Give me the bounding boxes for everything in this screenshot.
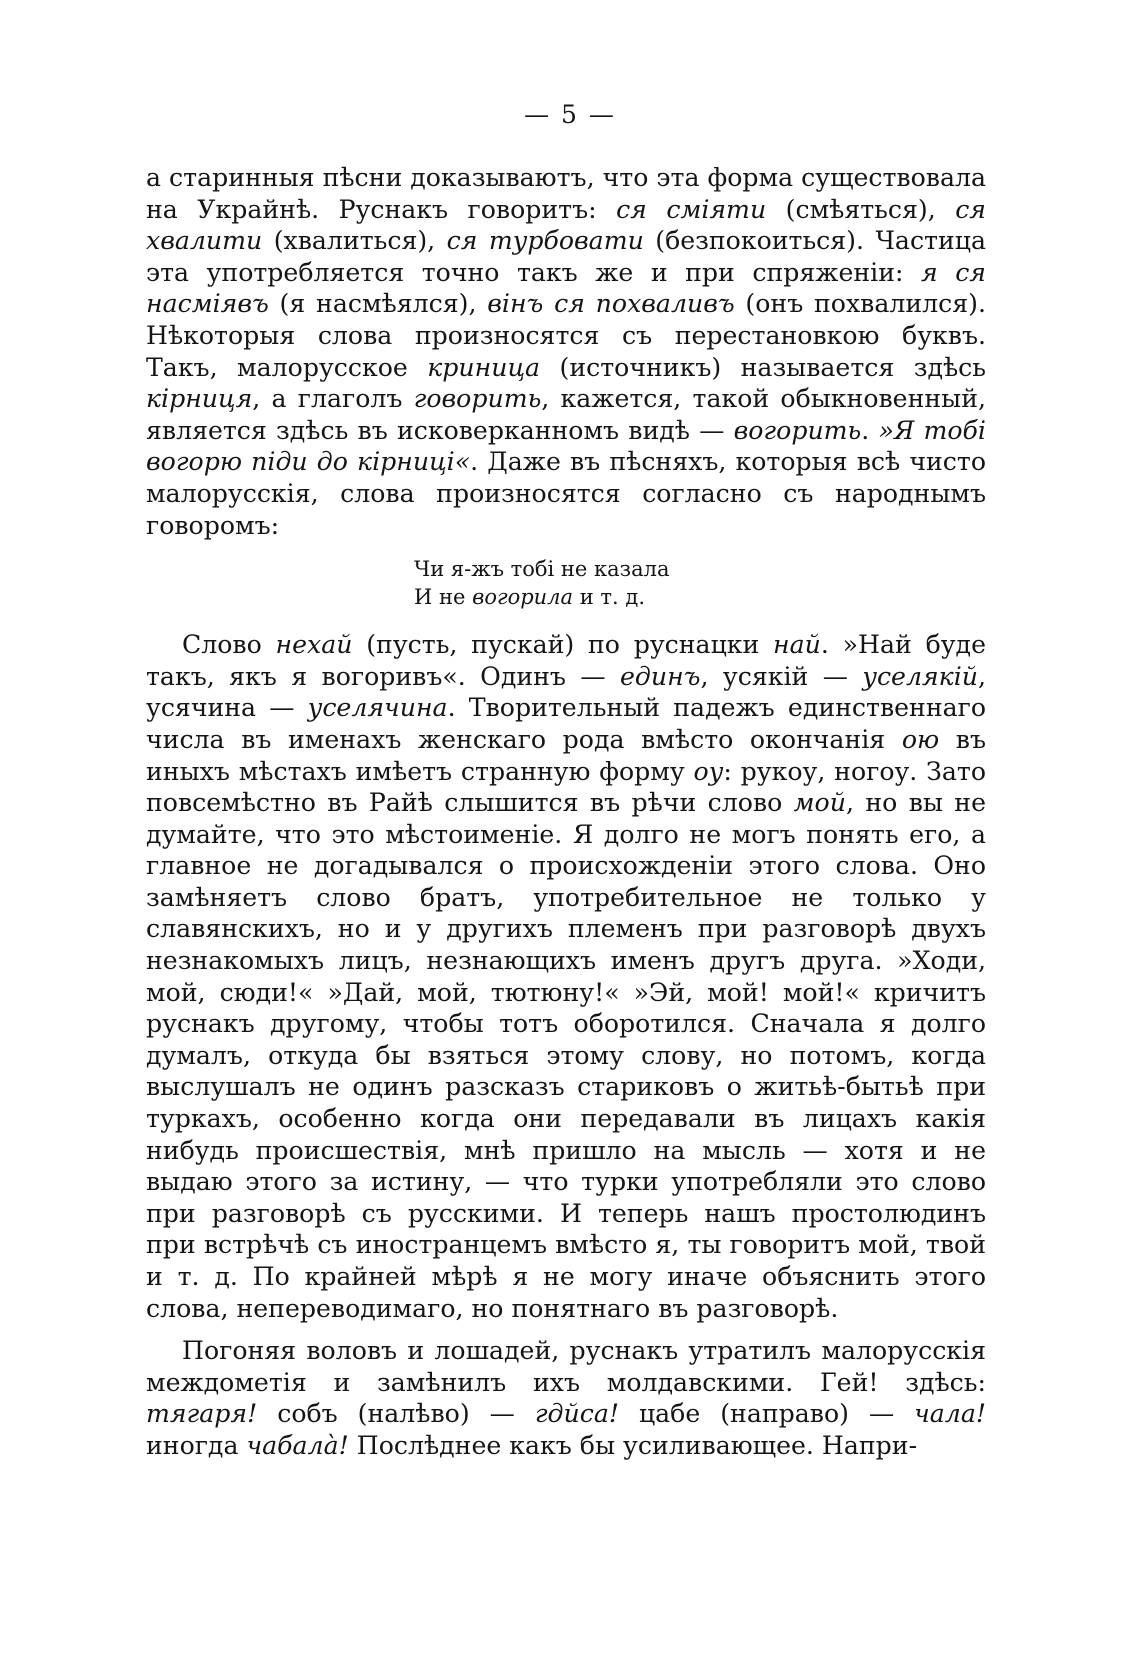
text-run: , но вы не думайте, что это мѣстоименіе. Я долго не могъ понять его, а главное не догадывался о происхожденіи этого слова. Оно замѣняетъ слово братъ, употребительное не только у славянскихъ, но и у другихъ племенъ при разговорѣ двухъ незнакомыхъ лицъ, незнающихъ именъ другъ друга. »Ходи, мой, сюди!« »Дай, мой, тютюну!« »Эй, мой! мой!« кричитъ руснакъ другому, чтобы тотъ оборотился. Сначала я долго думалъ, откуда бы взяться этому слову, но потомъ, когда выслушалъ не одинъ разсказъ стариковъ о житьѣ-бытьѣ при туркахъ, особенно когда они передавали въ лицахъ какія нибудь происшествія, мнѣ пришло на мысль — хотя и не выдаю этого за истину, — что турки употребляли это слово при разговорѣ съ русскими. И теперь нашъ простолюдинъ при встрѣчѣ съ иностранцемъ вмѣсто я, ты говоритъ мой, твой и т. д. По крайней мѣрѣ я не могу иначе объяснить этого слова, непереводимаго, но понятнаго въ разговорѣ. (146, 788, 987, 1323)
text-run: И не (414, 585, 473, 610)
italic-word: единъ (619, 661, 701, 691)
text-run: (я насмѣялся), (268, 289, 488, 319)
text-run: и т. д. (573, 585, 645, 610)
page-number: — 5 — (524, 100, 616, 129)
italic-word: говорить (413, 384, 542, 414)
text-run: (хвалиться), (262, 226, 447, 256)
text-run: цабе (направо) — (618, 1399, 915, 1429)
italic-word: кірниця (146, 384, 253, 414)
text-run: иногда (146, 1430, 247, 1460)
text-run: . Даже въ пѣсняхъ, которыя всѣ чисто малорусскія, слова произносятся согласно съ народнымъ говоромъ: (146, 447, 986, 540)
paragraph-2 (146, 629, 986, 1324)
italic-word: криница (427, 352, 541, 382)
italic-word: гдйса! (534, 1399, 619, 1429)
italic-word: тягаря! (146, 1399, 258, 1429)
text-run: собъ (налѣво) — (257, 1399, 535, 1429)
text-run: , усячина — (146, 661, 986, 723)
text-run: (смѣяться), (766, 194, 956, 224)
page-body (146, 162, 986, 1462)
paragraph-3 (146, 1335, 986, 1461)
text-run: , а глаголъ (252, 384, 414, 414)
italic-word: ся хвалити (146, 194, 986, 256)
text-run: . Творительный падежъ единственнаго числа въ именахъ женскаго рода вмѣсто окончанія (146, 693, 986, 754)
italic-word: вінъ ся похваливъ (487, 289, 735, 319)
text-run: Погоняя воловъ и лошадей, руснакъ утратилъ малорусскія междометія и замѣнилъ ихъ молдавскими. Гей! здѣсь: (146, 1336, 986, 1397)
text-run: , кажется, такой обыкновенный, является здѣсь въ исковерканномъ видѣ — (146, 384, 986, 445)
text-run: . »Най буде такъ, якъ я вогоривъ«. Одинъ — (146, 630, 986, 691)
text-run: (онъ похвалился). Нѣкоторыя слова произносятся съ перестановкою буквъ. Такъ, малорусское (146, 289, 986, 382)
text-run: (источникъ) называется здѣсь (540, 352, 986, 382)
text-run: а старинныя пѣсни доказываютъ, что эта форма существовала на Украйнѣ. Руснакъ говоритъ: (146, 163, 986, 224)
italic-word: чала! (914, 1399, 986, 1429)
text-run: : рукоу, ногоу. Зато повсемѣстно въ Райѣ слышится въ рѣчи слово (146, 756, 986, 818)
italic-word: ся сміяти (616, 194, 767, 224)
italic-word: ся турбовати (446, 226, 644, 256)
italic-word: оу (693, 756, 724, 786)
text-run: (безпокоиться). Частица эта употребляется точно такъ же и при спряженіи: (146, 226, 986, 287)
verse-line-2 (414, 583, 986, 611)
text-run: Слово (182, 630, 276, 660)
verse-quote (146, 555, 986, 611)
text-run: (пусть, пускай) по руснацки (352, 630, 774, 660)
italic-word: уселячина (307, 693, 448, 723)
italic-word: мой (793, 788, 846, 818)
paragraph-1 (146, 162, 986, 541)
italic-word: нехай (275, 630, 353, 660)
text-run: , усякій — (700, 661, 863, 691)
italic-quote: »Я тобі вогорю піди до кірниці« (146, 415, 986, 477)
italic-word: вогорить (733, 415, 862, 445)
italic-word: я ся насміявъ (146, 257, 986, 319)
text-run: Послѣднее какъ бы усиливающее. Напри- (348, 1430, 918, 1460)
text-run: . (861, 415, 879, 445)
italic-word: най (773, 630, 821, 660)
italic-word: вогорила (472, 585, 574, 610)
verse-line-1: Чи я-жъ тобі не казала (414, 557, 670, 582)
text-run: въ иныхъ мѣстахъ имѣетъ странную форму (146, 724, 986, 786)
italic-word: уселякій (862, 661, 978, 691)
italic-word: ою (901, 724, 940, 754)
italic-word: чабалà! (246, 1430, 349, 1460)
